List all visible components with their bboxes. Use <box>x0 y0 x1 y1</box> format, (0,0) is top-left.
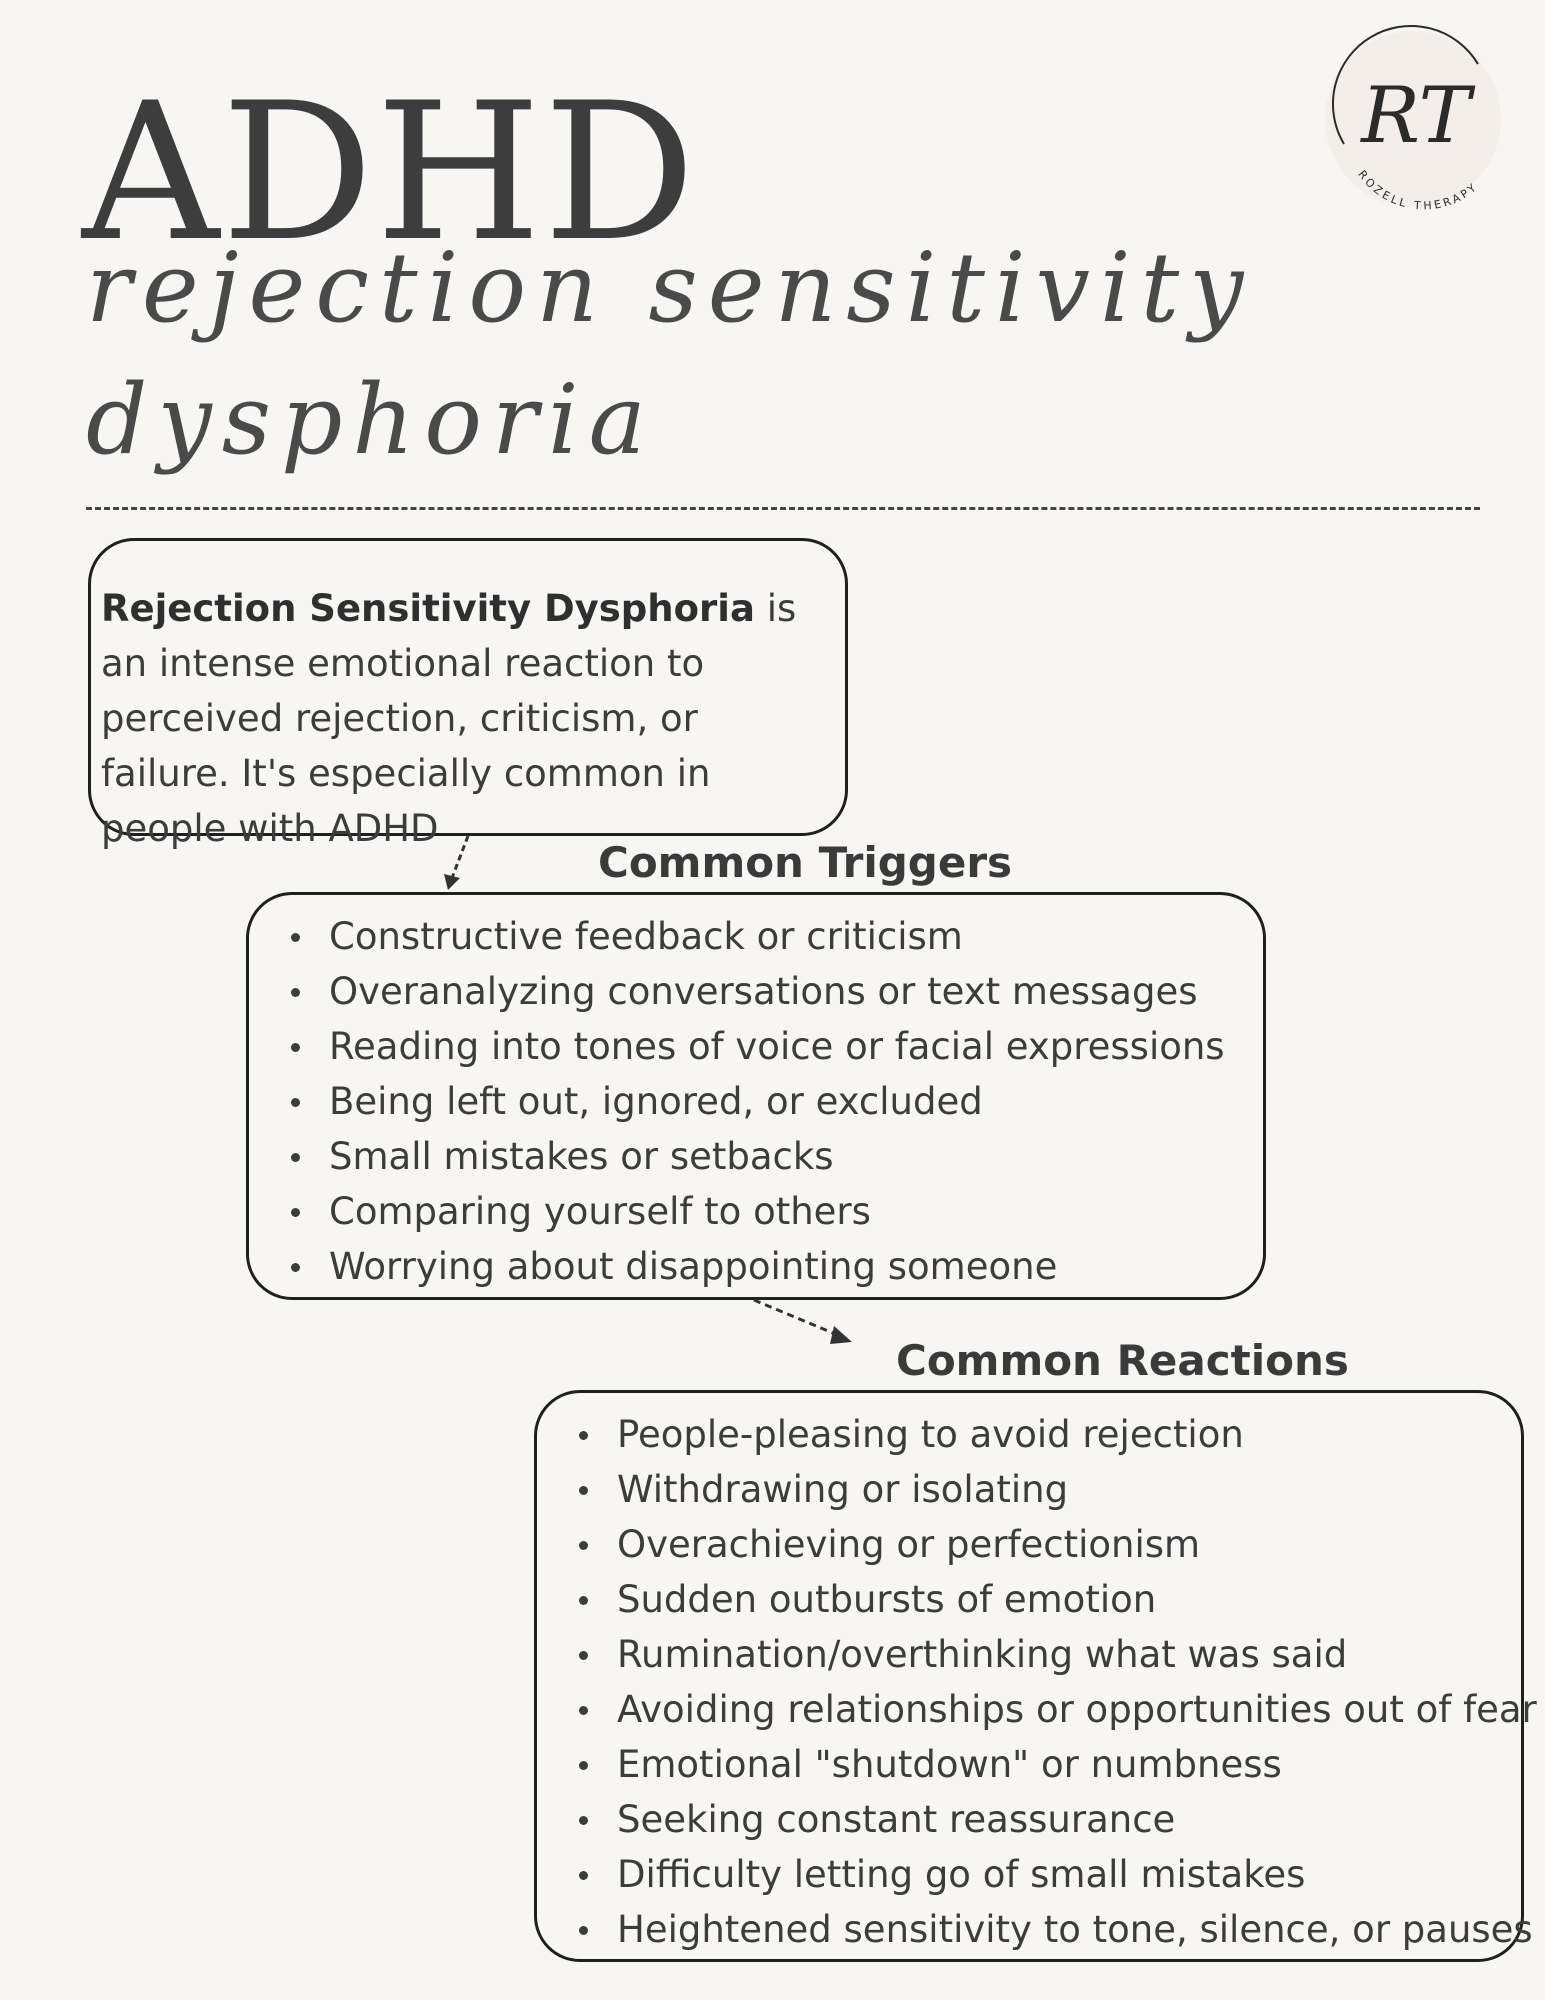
definition-text <box>101 581 825 856</box>
list-item: People-pleasing to avoid rejection <box>569 1407 1501 1462</box>
list-item: Worrying about disappointing someone <box>281 1239 1243 1294</box>
list-item: Constructive feedback or criticism <box>281 909 1243 964</box>
reactions-box <box>534 1390 1537 1962</box>
list-item: Withdrawing or isolating <box>569 1462 1501 1517</box>
definition-box <box>88 538 848 850</box>
page-subtitle-line1: rejection sensitivity <box>86 232 1254 344</box>
list-item: Rumination/overthinking what was said <box>569 1627 1501 1682</box>
list-item: Overachieving or perfectionism <box>569 1517 1501 1572</box>
list-item: Difficulty letting go of small mistakes <box>569 1847 1501 1902</box>
arrow-to-triggers <box>430 834 490 890</box>
reactions-heading: Common Reactions <box>896 1336 1349 1385</box>
triggers-box <box>246 892 1266 1300</box>
list-item: Heightened sensitivity to tone, silence, or pauses <box>569 1902 1501 1957</box>
list-item: Sudden outbursts of emotion <box>569 1572 1501 1627</box>
page-subtitle-line2: dysphoria <box>86 364 656 476</box>
reactions-list <box>569 1407 1537 1957</box>
definition-body: is an intense emotional reaction to perceived rejection, criticism, or failure. It's especially common in people with ADHD <box>101 587 797 850</box>
triggers-list <box>281 909 1243 1294</box>
list-item: Seeking constant reassurance <box>569 1792 1501 1847</box>
section-divider <box>86 507 1480 510</box>
logo-name: ROZELL THERAPY <box>1355 167 1481 213</box>
list-item: Reading into tones of voice or facial expressions <box>281 1019 1243 1074</box>
definition-term: Rejection Sensitivity Dysphoria <box>101 587 755 630</box>
rozell-therapy-logo <box>1318 24 1508 214</box>
arrow-to-reactions <box>750 1296 860 1352</box>
list-item: Being left out, ignored, or excluded <box>281 1074 1243 1129</box>
list-item: Small mistakes or setbacks <box>281 1129 1243 1184</box>
list-item: Overanalyzing conversations or text messages <box>281 964 1243 1019</box>
page-title: ADHD <box>82 62 698 283</box>
triggers-heading: Common Triggers <box>598 838 1013 887</box>
logo-monogram: RT <box>1361 71 1471 161</box>
list-item: Comparing yourself to others <box>281 1184 1243 1239</box>
list-item: Emotional "shutdown" or numbness <box>569 1737 1501 1792</box>
list-item: Avoiding relationships or opportunities out of fear <box>569 1682 1501 1737</box>
